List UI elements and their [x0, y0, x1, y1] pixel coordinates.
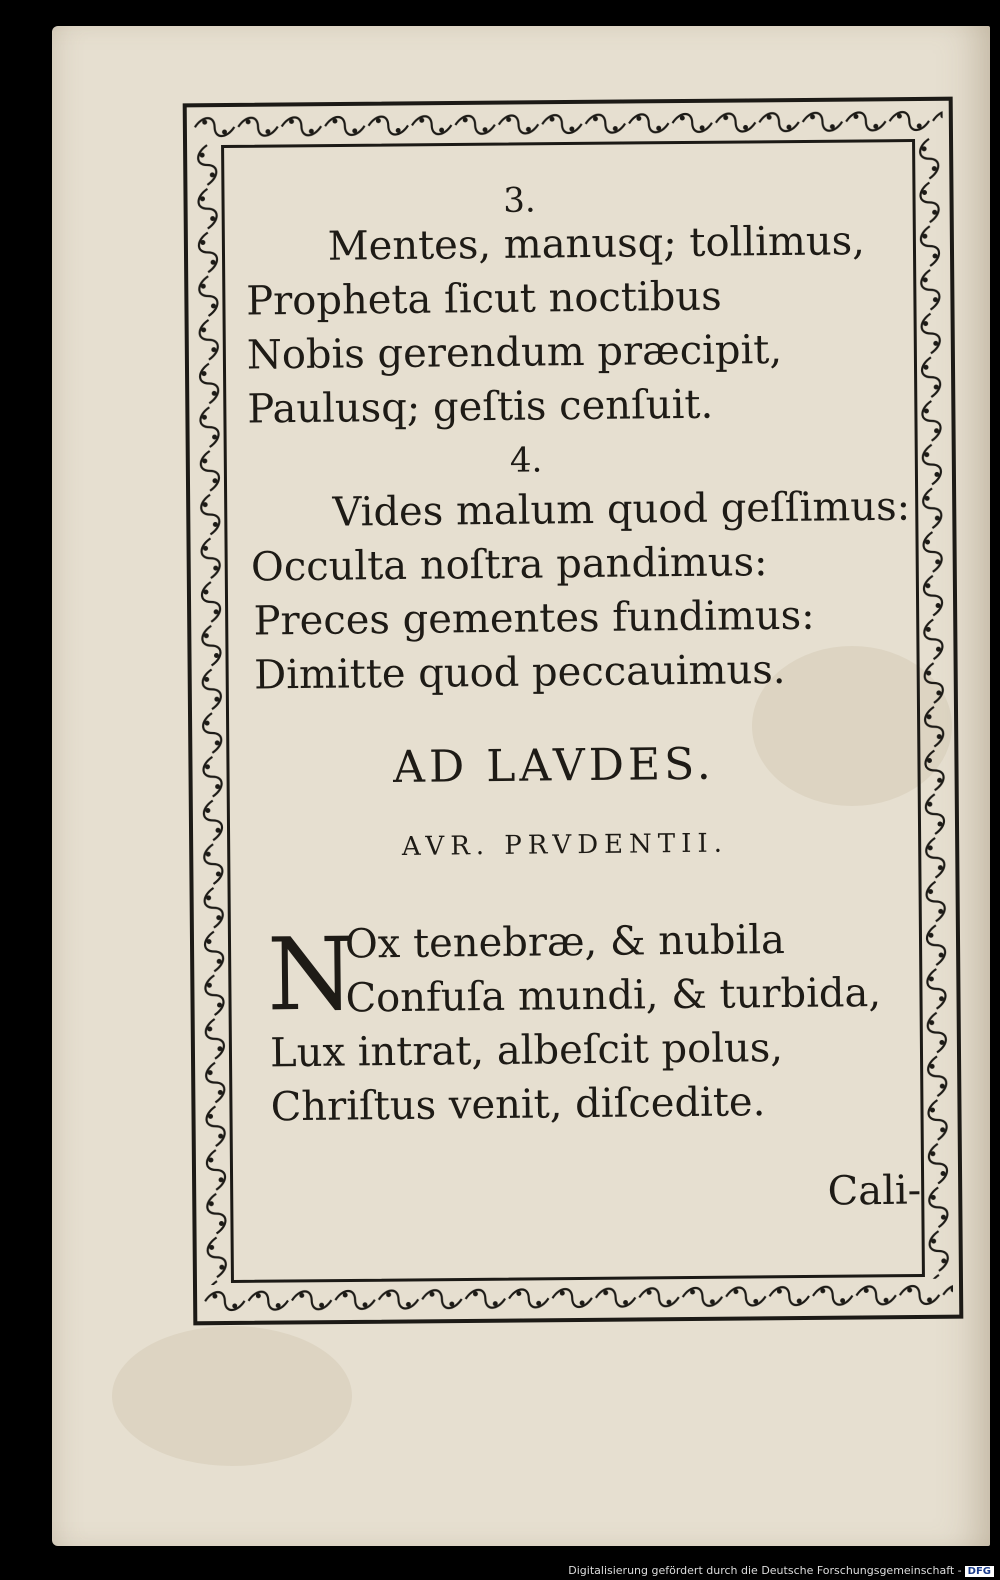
verse-line: Mentes, manusq; tollimus,	[327, 218, 866, 270]
catchword: Cali-	[827, 1167, 922, 1215]
verse-number: 3.	[503, 180, 536, 221]
verse-line: Occulta noſtra pandimus:	[250, 539, 768, 591]
digitization-credit	[568, 1564, 994, 1577]
verse-line: Preces gementes fundimus:	[253, 592, 815, 645]
verse-line: Nobis gerendum præcipit,	[246, 326, 783, 379]
section-subheading: AVR. PRVDENTII.	[401, 828, 729, 862]
verse-line: Paulusq; geſtis cenſuit.	[247, 381, 714, 433]
hymn-line: Chriſtus venit, diſcedite.	[270, 1079, 766, 1131]
border-ornament-top	[193, 107, 943, 142]
drop-capital: N	[266, 915, 356, 1034]
paper-stain	[112, 1326, 352, 1466]
hymn-line: Lux intrat, albeſcit polus,	[269, 1024, 784, 1077]
hymn-line: Ox tenebræ, & nubila	[344, 916, 786, 968]
verse-line: Propheta ſicut noctibus	[246, 273, 722, 325]
verse-line: Vides malum quod geſſimus:	[332, 483, 911, 536]
verse-line: Dimitte quod peccauimus.	[253, 646, 786, 699]
border-ornament-bottom	[203, 1281, 953, 1316]
dfg-logo: DFG	[965, 1566, 994, 1577]
verse-number: 4.	[509, 440, 543, 481]
credit-text: Digitalisierung gefördert durch die Deutsche Forschungsgemeinschaft -	[568, 1564, 962, 1577]
hymn-line: Confuſa mundi, & turbida,	[345, 969, 882, 1022]
section-heading: AD LAVDES.	[392, 738, 715, 794]
